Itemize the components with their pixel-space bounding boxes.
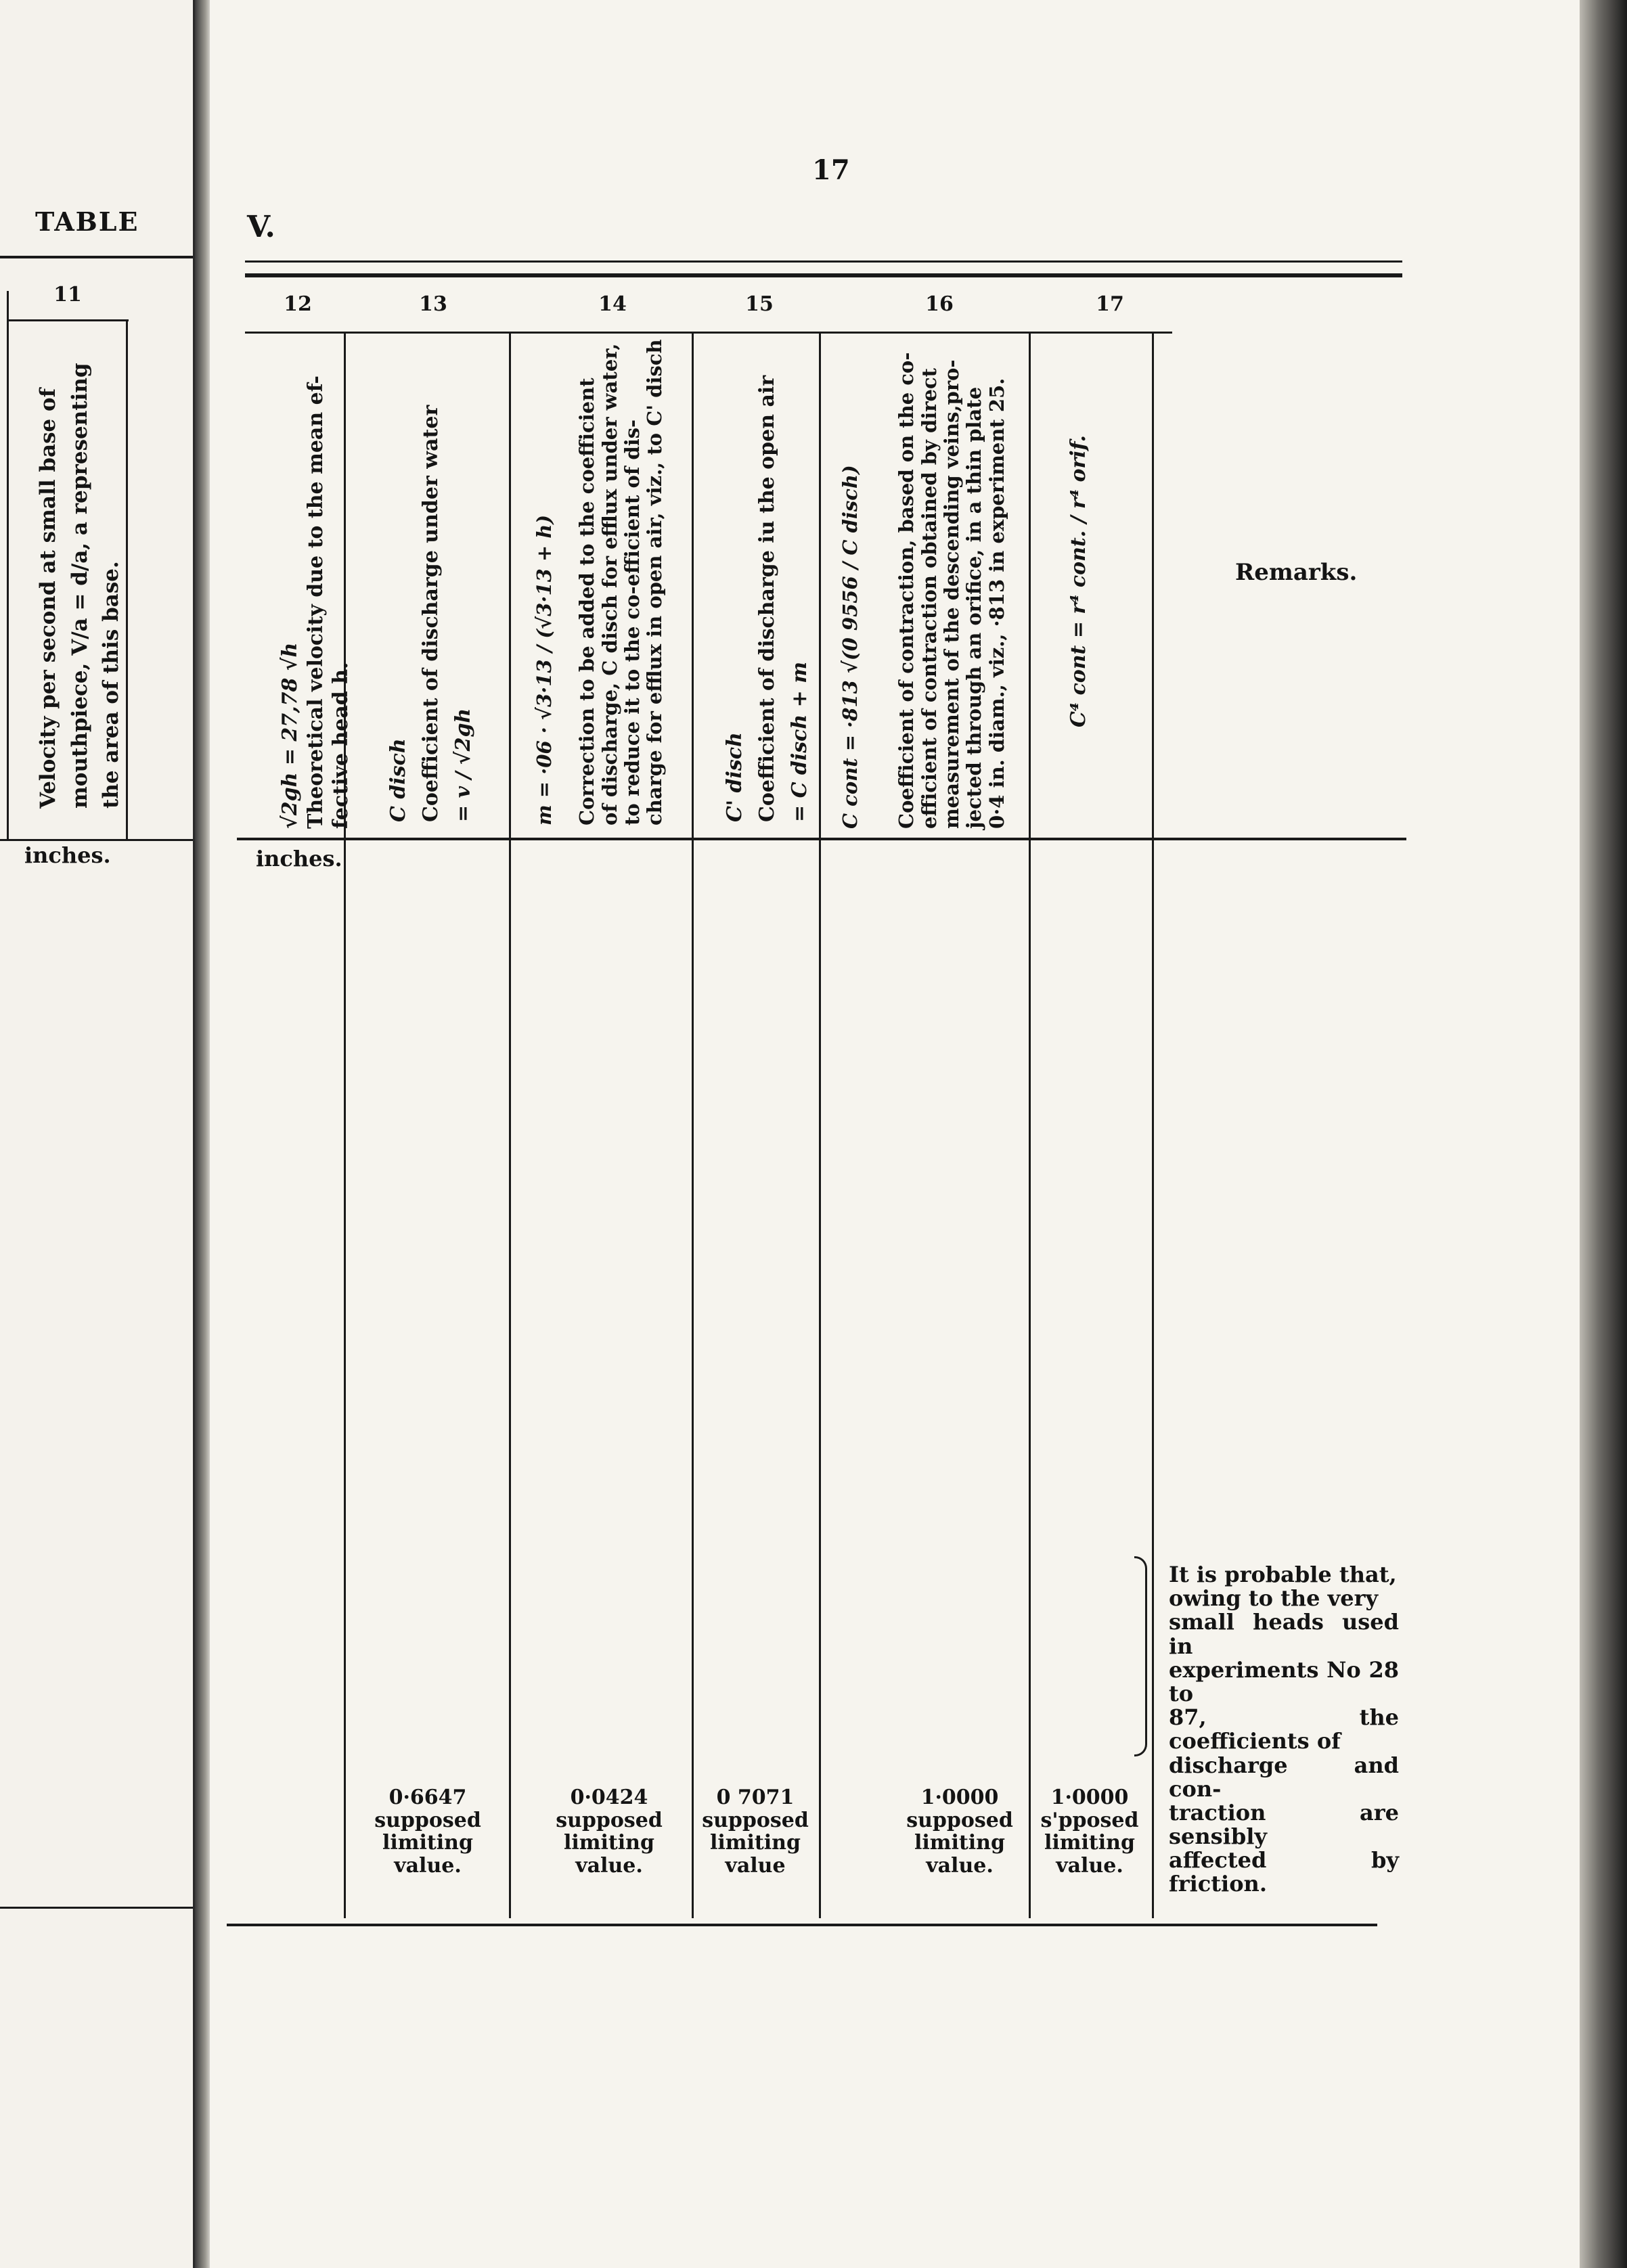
column-15-formula: = C disch + m xyxy=(788,661,811,822)
left-col-divider xyxy=(7,291,9,839)
col-divider-15-16 xyxy=(819,332,821,1918)
remarks-header: Remarks. xyxy=(1235,559,1358,586)
column-16-desc-3: measurement of the descending veins,pro- xyxy=(940,359,964,829)
column-14-formula: m = ·06 · √3·13 / (√3·13 + h) xyxy=(533,514,556,825)
left-bottom-rule xyxy=(0,1907,193,1909)
column-16-desc-2: efficient of contraction obtained by direct xyxy=(917,367,941,829)
column-number-16: 16 xyxy=(925,292,954,316)
column-15-header xyxy=(719,376,816,822)
column-number-11: 11 xyxy=(53,283,82,307)
remarks-text: It is probable that, owing to the very small heads used in experiments No 28 to 87, the coefficients of discharge and con- traction are sensibly affected by friction. xyxy=(1169,1562,1399,1897)
column-number-17: 17 xyxy=(1096,292,1124,316)
column-15-limiting-value: 0 7071 supposed limiting value xyxy=(702,1786,809,1878)
column-17-limiting-value: 1·0000 s'pposed limiting value. xyxy=(1040,1786,1139,1878)
column-14-desc-4: charge for efflux in open air, viz., to C' disch xyxy=(643,339,667,825)
column-13-header xyxy=(382,405,480,822)
left-body-rule xyxy=(0,839,193,841)
table-title-right: V. xyxy=(247,210,275,244)
column-16-desc-4: jected through an orifice, in a thin plate xyxy=(962,386,986,829)
col-divider-16-17 xyxy=(1029,332,1031,1918)
column-16-formula: C cont = ·813 √(0 9556 / C disch) xyxy=(839,465,862,829)
column-14-header xyxy=(533,339,667,825)
column-12-desc-2: fective head h. xyxy=(329,662,353,829)
column-17-formula: C⁴ cont = r⁴ cont. / r⁴ orif. xyxy=(1067,435,1090,727)
column-12-header xyxy=(277,376,354,829)
col-divider-17-remarks xyxy=(1152,332,1154,1918)
top-rule-thick xyxy=(245,273,1402,277)
column-13-symbol: C disch xyxy=(386,738,410,822)
page-number: 17 xyxy=(812,154,850,186)
column-14-limiting-value: 0·0424 supposed limiting value. xyxy=(556,1786,663,1878)
column-16-desc-1: Coefficient of contraction, based on the co- xyxy=(895,352,918,829)
column-12-formula: √2gh = 27,78 √h xyxy=(278,642,302,829)
column-12-desc-1: Theoretical velocity due to the mean ef- xyxy=(303,376,328,829)
column-number-14: 14 xyxy=(598,292,627,316)
top-rule-thin xyxy=(245,260,1402,263)
table-title-left: TABLE xyxy=(35,206,139,237)
column-13-limiting-value: 0·6647 supposed limiting value. xyxy=(374,1786,481,1878)
body-rule xyxy=(237,838,1406,840)
remarks-brace xyxy=(1134,1556,1147,1756)
header-rule xyxy=(245,332,1172,334)
column-17-header xyxy=(1066,435,1092,727)
column-15-desc: Coefficient of discharge iu the open air xyxy=(755,375,779,822)
column-14-desc-1: Correction to be added to the coefficient xyxy=(575,378,599,825)
right-page xyxy=(210,0,1580,2268)
column-number-13: 13 xyxy=(419,292,447,316)
left-header-rule xyxy=(7,319,129,321)
column-11-header xyxy=(32,335,127,809)
col-divider-13-14 xyxy=(509,332,511,1918)
left-top-rule xyxy=(0,256,193,258)
column-12-unit: inches. xyxy=(256,846,342,871)
column-15-symbol: C' disch xyxy=(723,732,746,822)
book-gutter xyxy=(195,0,210,2268)
column-14-desc-2: of discharge, C disch for efflux under water, xyxy=(598,343,621,825)
column-13-desc: Coefficient of discharge under water xyxy=(419,405,443,822)
column-number-12: 12 xyxy=(284,292,312,316)
column-11-header-text: Velocity per second at small base of mouthpiece, V/a = d/a, a representing the area of this base. xyxy=(36,363,123,809)
column-16-limiting-value: 1·0000 supposed limiting value. xyxy=(906,1786,1013,1878)
column-14-desc-3: to reduce it to the co-efficient of dis- xyxy=(621,419,644,825)
col-divider-14-15 xyxy=(692,332,694,1918)
column-13-formula: = v / √2gh xyxy=(451,708,475,822)
bottom-rule xyxy=(227,1924,1377,1926)
page-edge xyxy=(1580,0,1627,2268)
column-16-header xyxy=(839,353,1008,829)
column-16-desc-5: 0·4 in. diam., viz., ·813 in experiment 25. xyxy=(985,378,1008,829)
column-number-15: 15 xyxy=(745,292,774,316)
column-11-unit: inches. xyxy=(24,842,111,868)
